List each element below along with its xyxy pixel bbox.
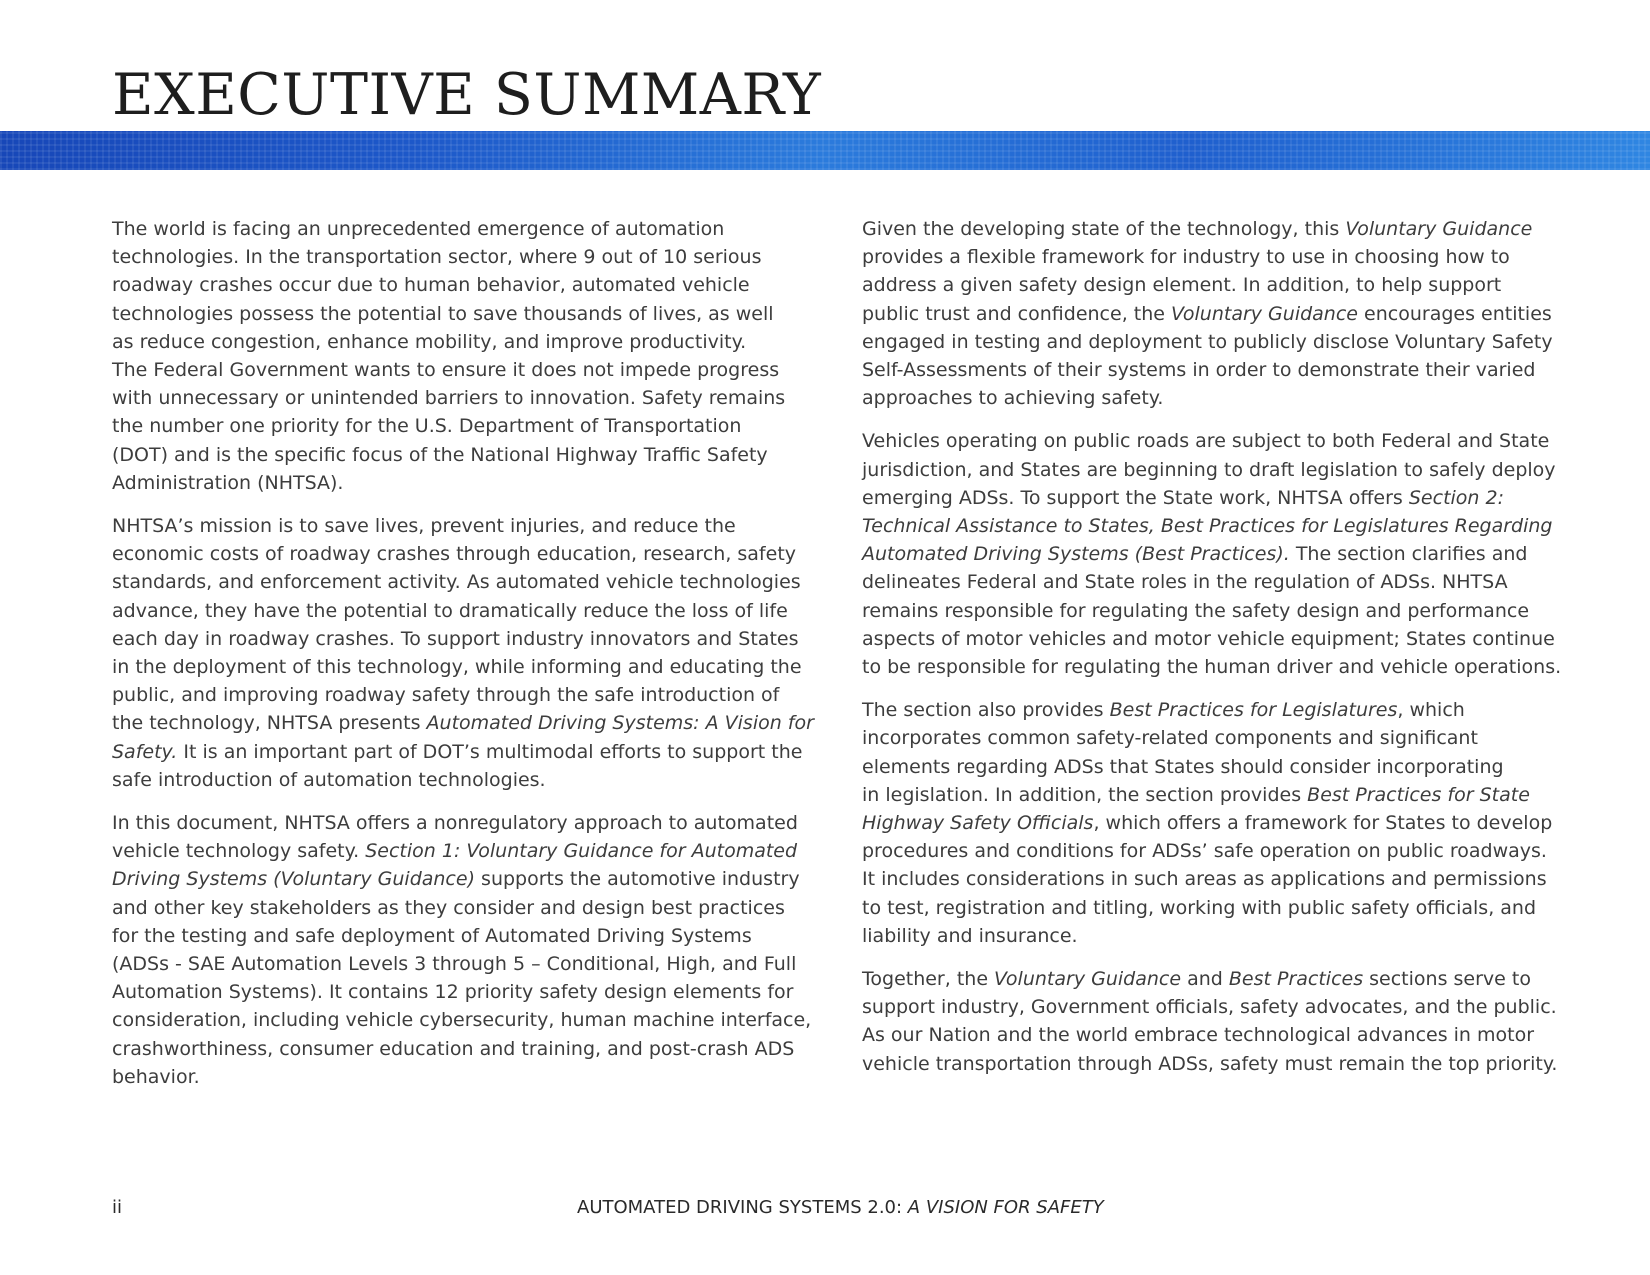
footer-document-title bbox=[577, 1197, 1104, 1218]
text-line: roadway crashes occur due to human behavior, automated vehicle bbox=[112, 274, 750, 297]
text-line: jurisdiction, and States are beginning to draft legislation to safely deploy bbox=[862, 458, 1556, 481]
italic-text: Technical Assistance to States, Best Practices for Legislatures Regarding bbox=[862, 515, 1553, 538]
text-line: The Federal Government wants to ensure it does not impede progress bbox=[112, 359, 780, 382]
text-line: remains responsible for regulating the safety design and performance bbox=[862, 599, 1530, 622]
text-line: As our Nation and the world embrace technological advances in motor bbox=[862, 1024, 1535, 1047]
text-line: vehicle transportation through ADSs, safety must remain the top priority. bbox=[862, 1052, 1558, 1075]
italic-text: Best Practices for State bbox=[1307, 783, 1530, 806]
text-line: liability and insurance. bbox=[862, 924, 1078, 947]
text-line: (DOT) and is the specific focus of the National Highway Traffic Safety bbox=[112, 443, 768, 466]
text-line: In this document, NHTSA offers a nonregulatory approach to automated bbox=[112, 812, 798, 835]
text-line: provides a flexible framework for industry to use in choosing how to bbox=[862, 246, 1510, 269]
text-line: to be responsible for regulating the human driver and vehicle operations. bbox=[862, 656, 1562, 679]
italic-text: Automated Driving Systems (Best Practices). bbox=[862, 543, 1290, 566]
italic-text: Highway Safety Officials bbox=[862, 812, 1094, 835]
text-line: Self-Assessments of their systems in order to demonstrate their varied bbox=[862, 359, 1536, 382]
paragraph bbox=[112, 512, 812, 794]
text-line: Driving Systems (Voluntary Guidance) supports the automotive industry bbox=[112, 868, 800, 891]
paragraph bbox=[862, 696, 1567, 950]
text-line: in the deployment of this technology, while informing and educating the bbox=[112, 656, 802, 679]
text-line: public, and improving roadway safety through the safe introduction of bbox=[112, 684, 780, 707]
text-line: engaged in testing and deployment to publicly disclose Voluntary Safety bbox=[862, 330, 1553, 353]
text-line: approaches to achieving safety. bbox=[862, 387, 1164, 410]
italic-text: Voluntary Guidance bbox=[1171, 302, 1358, 325]
paragraph bbox=[862, 215, 1567, 412]
footer-title-italic: A VISION FOR SAFETY bbox=[907, 1197, 1104, 1218]
text-line: with unnecessary or unintended barriers to innovation. Safety remains bbox=[112, 387, 786, 410]
italic-text: Section 2: bbox=[1408, 486, 1504, 509]
footer-title-prefix: AUTOMATED DRIVING SYSTEMS 2.0: bbox=[577, 1197, 908, 1218]
text-line: vehicle technology safety. Section 1: Voluntary Guidance for Automated bbox=[112, 840, 798, 863]
text-line: the number one priority for the U.S. Department of Transportation bbox=[112, 415, 742, 438]
page-number: ii bbox=[112, 1197, 123, 1218]
text-line: and other key stakeholders as they consider and design best practices bbox=[112, 896, 785, 919]
text-line: as reduce congestion, enhance mobility, and improve productivity. bbox=[112, 330, 747, 353]
left-column bbox=[112, 215, 812, 1106]
text-line: economic costs of roadway crashes through education, research, safety bbox=[112, 543, 797, 566]
text-line: Safety. It is an important part of DOT’s multimodal efforts to support the bbox=[112, 740, 803, 763]
text-line: technologies possess the potential to save thousands of lives, as well bbox=[112, 302, 774, 325]
paragraph bbox=[112, 215, 812, 497]
text-line: technologies. In the transportation sector, where 9 out of 10 serious bbox=[112, 246, 762, 269]
text-line: procedures and conditions for ADSs’ safe operation on public roadways. bbox=[862, 840, 1547, 863]
italic-text: Safety. bbox=[112, 740, 178, 763]
text-line: It includes considerations in such areas as applications and permissions bbox=[862, 868, 1547, 891]
text-line: each day in roadway crashes. To support industry innovators and States bbox=[112, 627, 799, 650]
italic-text: Driving Systems (Voluntary Guidance) bbox=[112, 868, 475, 891]
text-line: elements regarding ADSs that States should consider incorporating bbox=[862, 755, 1504, 778]
header-banner bbox=[0, 131, 1650, 170]
italic-text: Voluntary Guidance bbox=[1345, 218, 1533, 240]
text-line: Given the developing state of the technology, this Voluntary Guidance bbox=[862, 218, 1533, 240]
italic-text: Best Practices for Legislatures bbox=[1109, 699, 1398, 722]
italic-text: Voluntary Guidance bbox=[994, 968, 1182, 991]
text-line: public trust and confidence, the Voluntary Guidance encourages entities bbox=[862, 302, 1552, 325]
text-line: address a given safety design element. In addition, to help support bbox=[862, 274, 1502, 297]
text-line: support industry, Government officials, safety advocates, and the public. bbox=[862, 996, 1557, 1019]
text-line: Together, the Voluntary Guidance and Best Practices sections serve to bbox=[862, 968, 1531, 991]
text-line: delineates Federal and State roles in the regulation of ADSs. NHTSA bbox=[862, 571, 1508, 594]
italic-text: Automated Driving Systems: A Vision for bbox=[426, 712, 814, 735]
paragraph bbox=[112, 809, 812, 1091]
text-line: crashworthiness, consumer education and training, and post-crash ADS bbox=[112, 1037, 795, 1060]
text-line: (ADSs - SAE Automation Levels 3 through 5 – Conditional, High, and Full bbox=[112, 953, 797, 976]
italic-text: Best Practices bbox=[1228, 968, 1364, 991]
right-column bbox=[862, 215, 1567, 1093]
text-line: NHTSA’s mission is to save lives, prevent injuries, and reduce the bbox=[112, 515, 736, 538]
text-line: Administration (NHTSA). bbox=[112, 471, 344, 494]
text-line: consideration, including vehicle cybersecurity, human machine interface, bbox=[112, 1009, 812, 1032]
text-line: The section also provides Best Practices for Legislatures, which bbox=[862, 699, 1465, 722]
text-line: advance, they have the potential to dramatically reduce the loss of life bbox=[112, 599, 788, 622]
text-line: the technology, NHTSA presents Automated Driving Systems: A Vision for bbox=[112, 712, 814, 735]
text-line: Automation Systems). It contains 12 priority safety design elements for bbox=[112, 981, 794, 1004]
text-line: Vehicles operating on public roads are subject to both Federal and State bbox=[862, 430, 1550, 453]
text-line: Automated Driving Systems (Best Practices). The section clarifies and bbox=[862, 543, 1528, 566]
text-line: standards, and enforcement activity. As automated vehicle technologies bbox=[112, 571, 801, 594]
text-line: safe introduction of automation technologies. bbox=[112, 768, 546, 791]
text-line: The world is facing an unprecedented emergence of automation bbox=[112, 218, 725, 240]
text-line: in legislation. In addition, the section provides Best Practices for State bbox=[862, 783, 1530, 806]
text-line: emerging ADSs. To support the State work, NHTSA offers Section 2: bbox=[862, 486, 1504, 509]
text-line bbox=[862, 512, 1567, 540]
paragraph bbox=[862, 427, 1567, 681]
page-title: EXECUTIVE SUMMARY bbox=[112, 62, 822, 128]
text-line: for the testing and safe deployment of Automated Driving Systems bbox=[112, 924, 752, 947]
text-line: behavior. bbox=[112, 1065, 200, 1088]
paragraph bbox=[862, 965, 1567, 1078]
text-line: aspects of motor vehicles and motor vehicle equipment; States continue bbox=[862, 627, 1555, 650]
italic-text: Section 1: Voluntary Guidance for Automated bbox=[365, 840, 798, 863]
text-line: to test, registration and titling, working with public safety officials, and bbox=[862, 896, 1537, 919]
text-line: incorporates common safety-related components and significant bbox=[862, 727, 1478, 750]
text-line: Highway Safety Officials, which offers a framework for States to develop bbox=[862, 812, 1553, 835]
